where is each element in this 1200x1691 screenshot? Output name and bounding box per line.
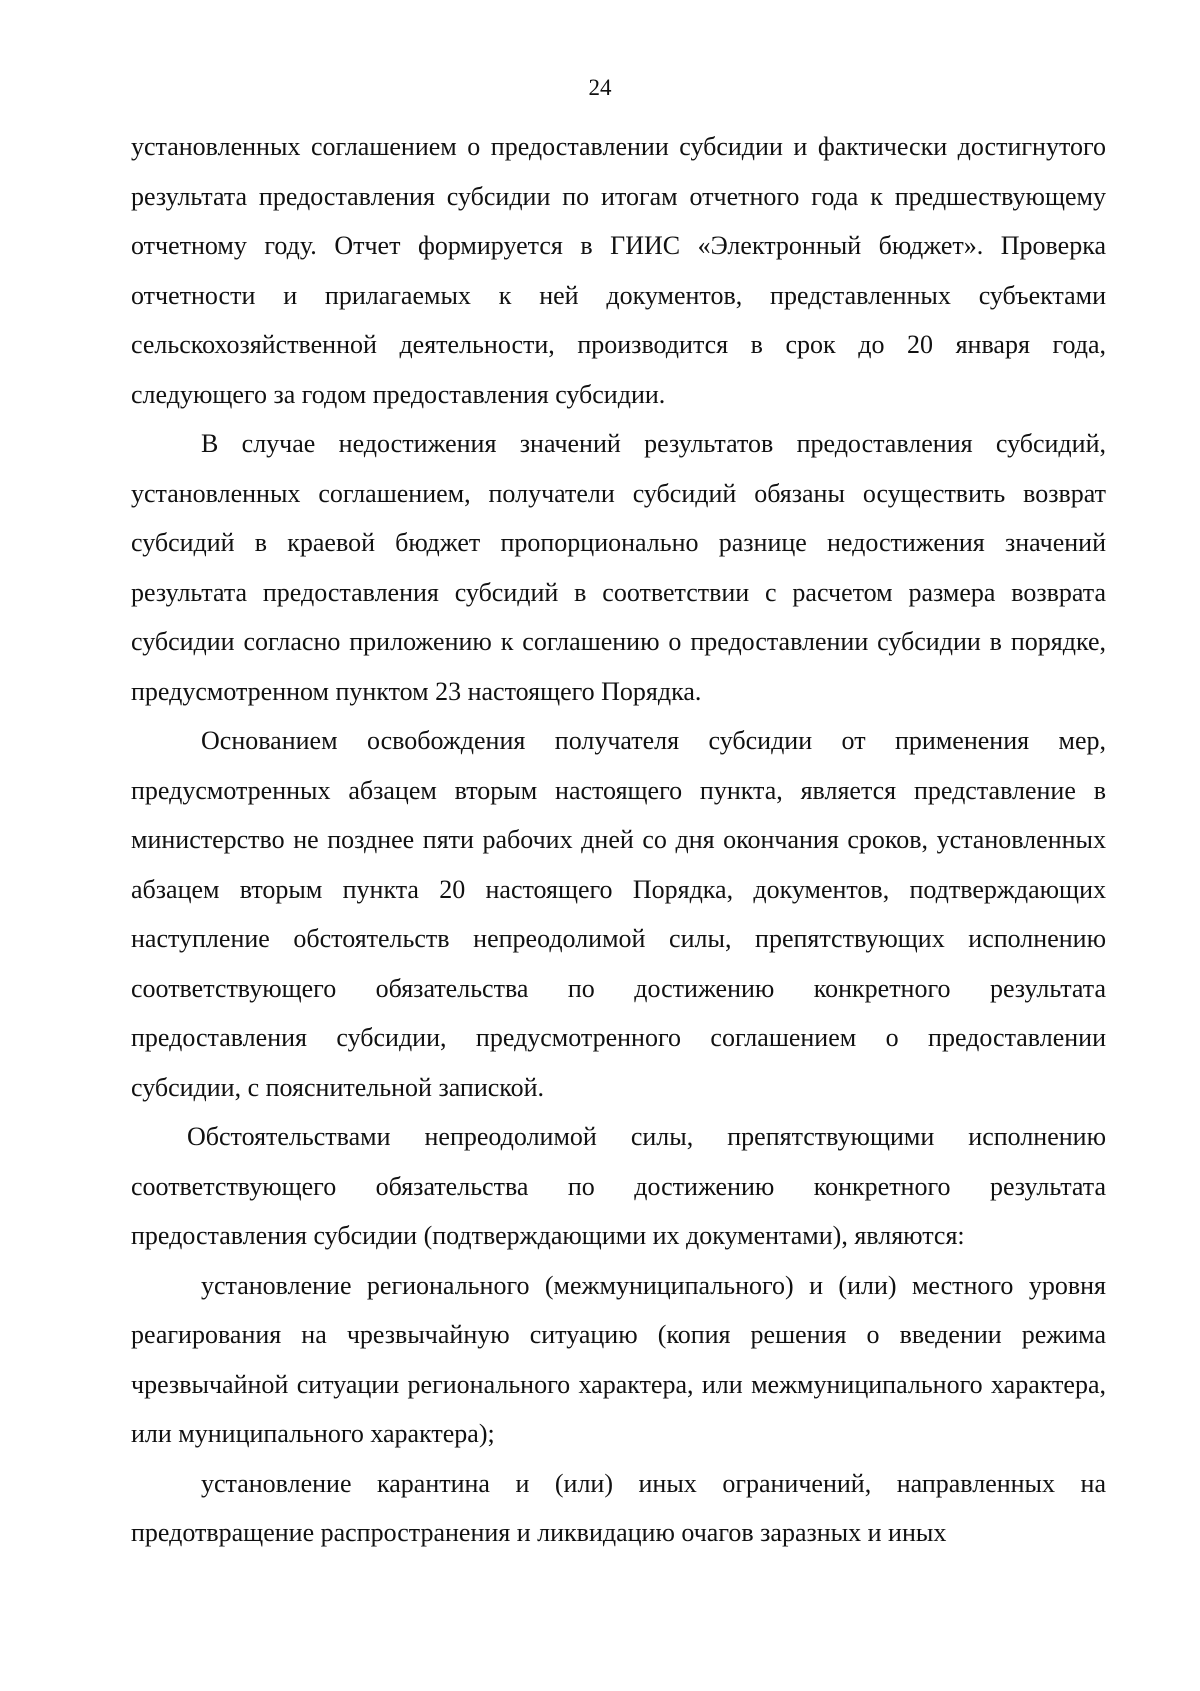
paragraph-subsidy-return: В случае недостижения значений результатов предоставления субсидий, установленных соглашением, получатели субсидий обязаны осуществить возврат субсидий в краевой бюджет пропорционально разнице недостижения значений результата предоставления субсидий в соответствии с расчетом размера возврата субсидии согласно приложению к соглашению о предоставлении субсидии в порядке, предусмотренном пунктом 23 настоящего Порядка. — [131, 429, 1106, 706]
paragraph-report-continuation: установленных соглашением о предоставлении субсидии и фактически достигнутого результата предоставления субсидии по итогам отчетного года к предшествующему отчетному году. Отчет формируется в ГИИС «Электронный бюджет». Проверка отчетности и прилагаемых к ней документов, представленных субъектами сельскохозяйственной деятельности, производится в срок до 20 января года, следующего за годом предоставления субсидии. — [131, 132, 1106, 409]
paragraph-exemption-grounds: Основанием освобождения получателя субсидии от применения мер, предусмотренных абзацем вторым настоящего пункта, является представление в министерство не позднее пяти рабочих дней со дня окончания сроков, установленных абзацем вторым пункта 20 настоящего Порядка, документов, подтверждающих наступление обстоятельств непреодолимой силы, препятствующих исполнению соответствующего обязательства по достижению конкретного результата предоставления субсидии, предусмотренного соглашением о предоставлении субсидии, с пояснительной запиской. — [131, 726, 1106, 1102]
paragraph-quarantine: установление карантина и (или) иных ограничений, направленных на предотвращение распространения и ликвидацию очагов заразных и иных — [131, 1468, 1106, 1547]
page-number: 24 — [588, 75, 612, 100]
paragraph-emergency-regime: установление регионального (межмуниципального) и (или) местного уровня реагирования на чрезвычайную ситуацию (копия решения о введении режима чрезвычайной ситуации регионального характера, или межмуниципального характера, или муниципального характера); — [131, 1270, 1106, 1448]
paragraph-force-majeure-intro: Обстоятельствами непреодолимой силы, препятствующими исполнению соответствующего обязательства по достижению конкретного результата предоставления субсидии (подтверждающими их документами), являются: — [131, 1122, 1106, 1250]
document-body — [131, 122, 1106, 1558]
